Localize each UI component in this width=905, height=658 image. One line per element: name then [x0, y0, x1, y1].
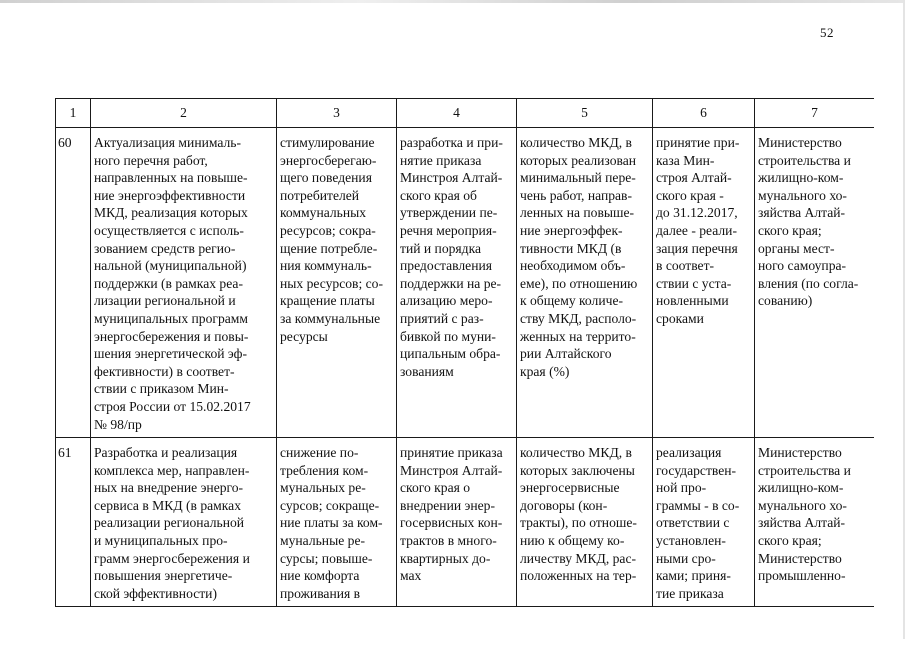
row-number: 61: [58, 445, 72, 461]
column-header-1: 1: [56, 99, 91, 128]
row-number: 60: [58, 135, 72, 150]
measure-name-cell: [91, 438, 277, 607]
action-cell: [397, 128, 517, 438]
action-text: принятие приказа Минстроя Алтай- ского края о внедрении энер- госервисных кон- трактов в много- квартирных до- мах: [400, 445, 503, 584]
action-text: разработка и при- нятие приказа Минстроя Алтай- ского края об утверждении пе- речня мероприя- тий и порядка предоставления поддержки на ре- ализацию меро- приятий с раз- бивкой по муни- ципальным обра- зованиям: [400, 135, 503, 379]
responsible-cell: [755, 128, 875, 438]
table-row: [56, 438, 875, 607]
column-header-3: 3: [277, 99, 397, 128]
header-row: [56, 99, 875, 128]
action-cell: [397, 438, 517, 607]
goal-text: стимулирование энергосберегаю- щего поведения потребителей коммунальных ресурсов; сокра- щение потребле- ния коммуналь- ных ресурсов; со- кращение платы за коммунальные ресурсы: [280, 135, 384, 344]
column-header-2: 2: [91, 99, 277, 128]
goal-cell: [277, 128, 397, 438]
responsible-text: Министерство строительства и жилищно-ком- мунального хо- зяйства Алтай- ского края; Министерство промышленно-: [758, 445, 851, 584]
deadline-text: реализация государствен- ной про- граммы - в со- ответствии с установлен- ными сро- ками; приня- тие приказа: [656, 445, 740, 601]
goal-cell: [277, 438, 397, 607]
measures-table: [55, 98, 874, 607]
indicator-cell: [517, 128, 653, 438]
indicator-text: количество МКД, в которых реализован минимальный пере- чень работ, направ- ленных на повыше- ние энергоэффек- тивности МКД (в необходимом объ- еме), по отношению к общему количе- ству МКД, располо- женных на террито- рии Алтайского края (%): [520, 135, 638, 379]
row-number-cell: [56, 438, 91, 607]
measure-name: Актуализация минималь- ного перечня работ, направленных на повыше- ние энергоэффективности МКД, реализация которых осуществляется с исполь- зованием средств регио- нальной (муниципальной) поддержки (в рамках реа- лизации региональной и муниципальных программ энергосбережения и повы- шения энергетической эф- фективности) в соответ- ствии с приказом Мин- строя России от 15.02.2017 № 98/пр: [94, 135, 251, 432]
measure-name-cell: [91, 128, 277, 438]
document-table-container: [55, 98, 874, 658]
column-header-5: 5: [517, 99, 653, 128]
deadline-cell: [653, 438, 755, 607]
scan-edge-top: [0, 0, 905, 3]
responsible-text: Министерство строительства и жилищно-ком- мунального хо- зяйства Алтай- ского края; органы мест- ного самоупра- вления (по согла- сованию): [758, 135, 859, 309]
table-row: [56, 128, 875, 438]
responsible-cell: [755, 438, 875, 607]
indicator-cell: [517, 438, 653, 607]
column-header-6: 6: [653, 99, 755, 128]
column-header-7: 7: [755, 99, 875, 128]
goal-text: снижение по- требления ком- мунальных ре- сурсов; сокраще- ние платы за ком- мунальные ре- сурсы; повыше- ние комфорта проживания в: [280, 445, 383, 601]
deadline-cell: [653, 128, 755, 438]
deadline-text: принятие при- каза Мин- строя Алтай- ского края - до 31.12.2017, далее - реали- зация перечня в соответ- ствии с уста- новленными сроками: [656, 135, 740, 326]
page-number: 52: [820, 25, 834, 40]
indicator-text: количество МКД, в которых заключены энергосервисные договоры (кон- тракты), по отноше- нию к общему ко- личеству МКД, рас- положенных на тер-: [520, 445, 637, 584]
column-header-4: 4: [397, 99, 517, 128]
measure-name: Разработка и реализация комплекса мер, направлен- ных на внедрение энерго- сервиса в МКД (в рамках реализации региональной и муниципальных про- грамм энергосбережения и повышения энергетиче- ской эффективности): [94, 445, 250, 601]
row-number-cell: [56, 128, 91, 438]
